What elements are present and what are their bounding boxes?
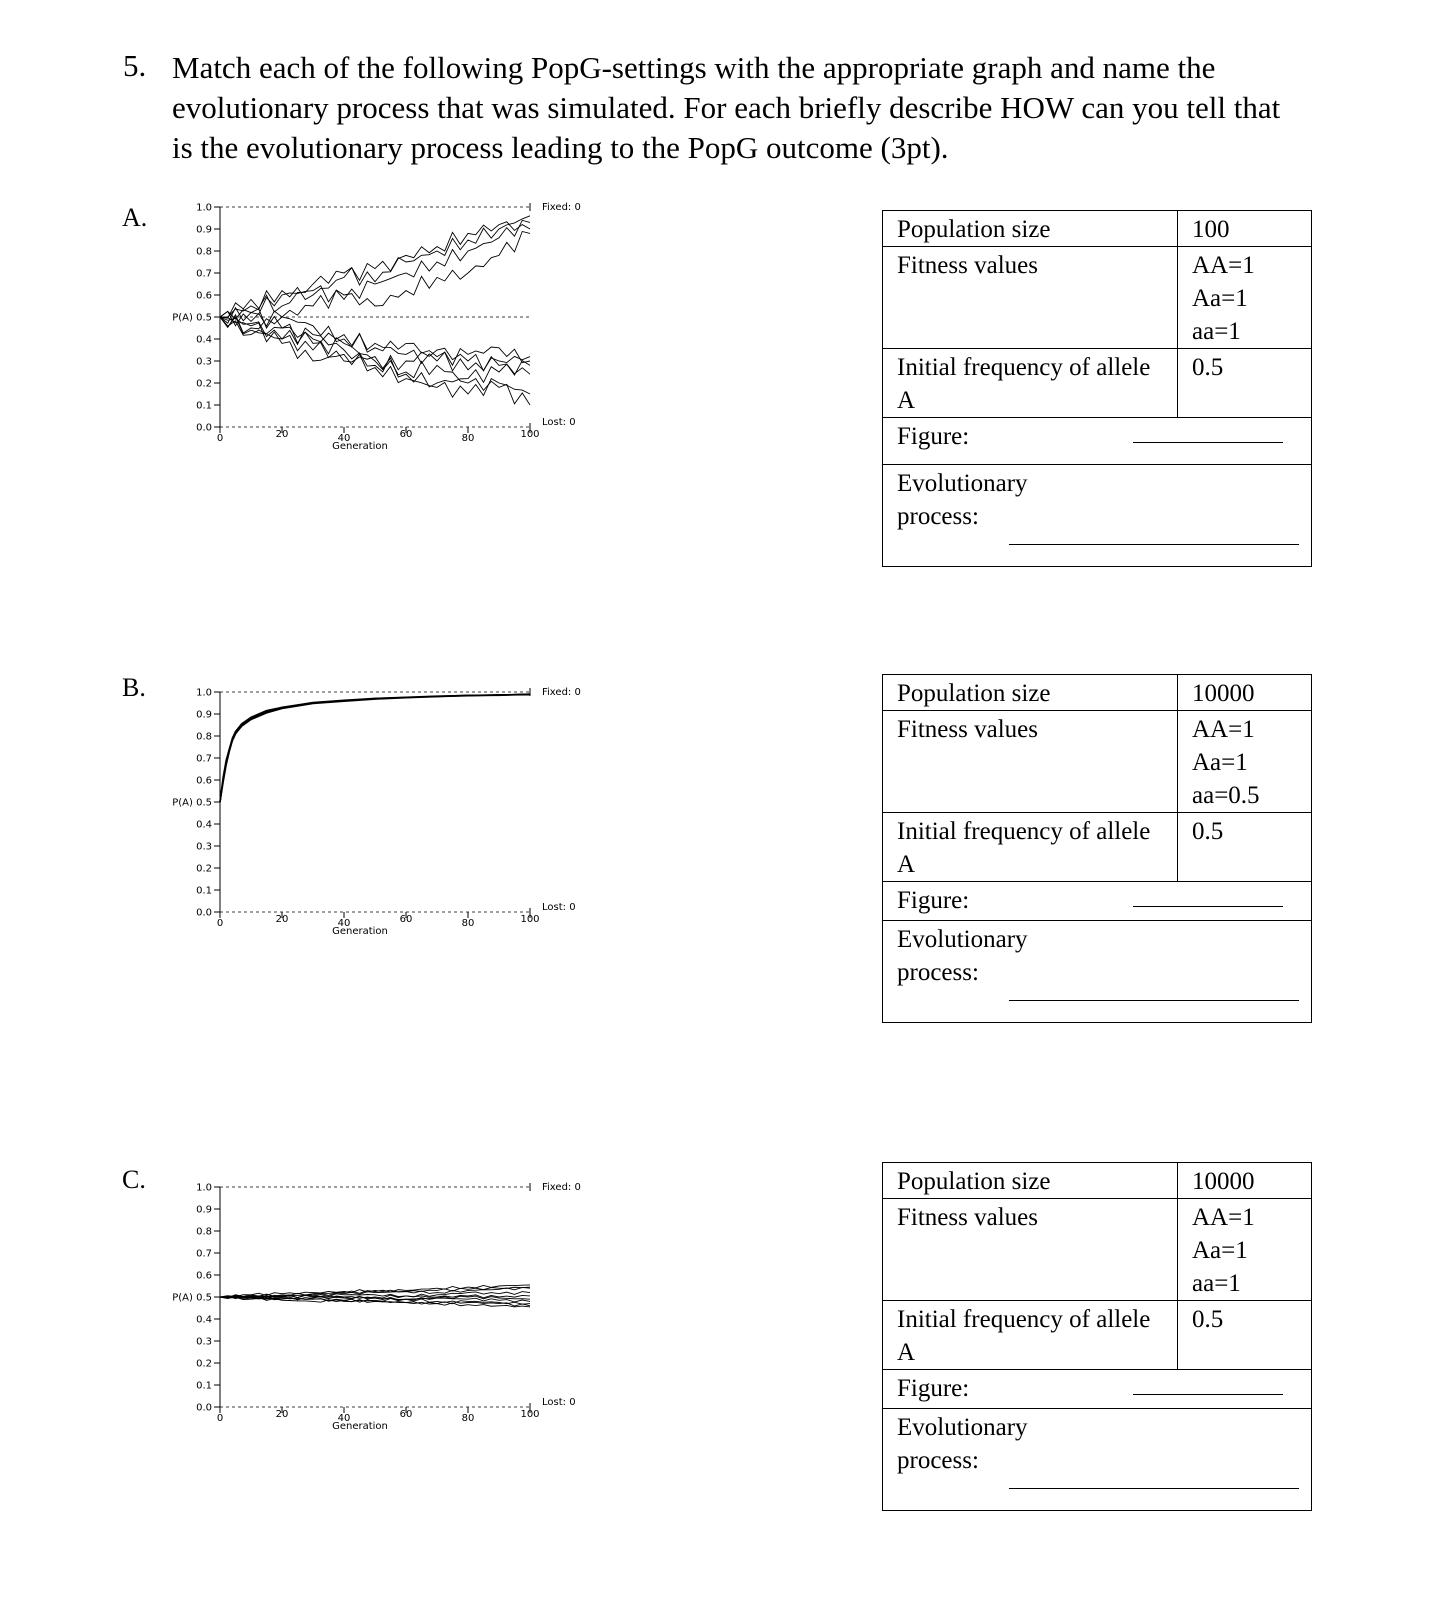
figure-label: Figure: xyxy=(897,887,970,914)
figure-row xyxy=(883,882,1312,921)
process-label: Evolutionary process: xyxy=(897,1414,1028,1474)
x-tick-label: 60 xyxy=(399,429,413,440)
x-tick-label: 100 xyxy=(520,1409,540,1420)
fitness-heterozygote: Aa=1 xyxy=(1192,285,1248,312)
fitness-values xyxy=(1178,711,1312,813)
process-row xyxy=(883,465,1312,567)
y-tick-label: 1.0 xyxy=(196,687,212,699)
settings-table-a xyxy=(882,210,1312,567)
process-row xyxy=(883,1409,1312,1511)
fitness-heterozygote: Aa=1 xyxy=(1192,1237,1248,1264)
section-label-a: A. xyxy=(122,203,148,232)
x-axis-label: Generation xyxy=(332,926,388,937)
series-line xyxy=(220,220,530,323)
section-label-c: C. xyxy=(122,1165,146,1194)
initial-frequency-value: 0.5 xyxy=(1178,349,1312,418)
y-tick-label: 1.0 xyxy=(196,1182,212,1194)
y-tick-label: 0.2 xyxy=(196,378,212,390)
y-tick-label: 0.8 xyxy=(196,731,212,743)
y-tick-label: 0.1 xyxy=(196,1380,212,1392)
fixed-count-label: Fixed: 0 xyxy=(542,202,581,213)
lost-count-label: Lost: 0 xyxy=(542,902,576,913)
process-answer-blank[interactable] xyxy=(1009,522,1299,545)
fitness-aa-recessive: aa=1 xyxy=(1192,1270,1241,1297)
y-tick-label: 0.8 xyxy=(196,1226,212,1238)
y-tick-label: 0.6 xyxy=(196,290,212,302)
y-tick-label: 0.1 xyxy=(196,400,212,412)
population-size-value: 100 xyxy=(1178,211,1312,247)
figure-label: Figure: xyxy=(897,423,970,450)
figure-answer-blank[interactable] xyxy=(1133,1372,1283,1395)
fitness-values xyxy=(1178,1199,1312,1301)
series-line xyxy=(220,695,530,802)
x-tick-label: 40 xyxy=(337,918,351,929)
x-tick-label: 0 xyxy=(216,918,224,929)
fitness-label: Fitness values xyxy=(883,247,1178,349)
y-tick-label: P(A) 0.5 xyxy=(172,1292,212,1304)
chart-svg xyxy=(150,1175,590,1435)
fitness-heterozygote: Aa=1 xyxy=(1192,749,1248,776)
y-tick-label: 0.3 xyxy=(196,1336,212,1348)
y-tick-label: 1.0 xyxy=(196,202,212,214)
fitness-aa-dominant: AA=1 xyxy=(1192,716,1255,743)
chart-a xyxy=(150,195,590,455)
settings-table-c xyxy=(882,1162,1312,1511)
chart-b xyxy=(150,680,590,940)
process-answer-blank[interactable] xyxy=(1009,978,1299,1001)
y-tick-label: 0.3 xyxy=(196,841,212,853)
x-tick-label: 40 xyxy=(337,433,351,444)
y-tick-label: 0.2 xyxy=(196,1358,212,1370)
x-tick-label: 0 xyxy=(216,433,224,444)
series-line xyxy=(220,1287,530,1297)
y-tick-label: 0.8 xyxy=(196,246,212,258)
fitness-values xyxy=(1178,247,1312,349)
population-size-value: 10000 xyxy=(1178,675,1312,711)
y-tick-label: 0.9 xyxy=(196,224,212,236)
x-tick-label: 0 xyxy=(216,1413,224,1424)
y-tick-label: 0.6 xyxy=(196,775,212,787)
x-tick-label: 20 xyxy=(275,429,289,440)
x-tick-label: 60 xyxy=(399,914,413,925)
y-tick-label: 0.1 xyxy=(196,885,212,897)
figure-row xyxy=(883,418,1312,465)
y-tick-label: 0.7 xyxy=(196,1248,212,1260)
chart-svg xyxy=(150,195,590,455)
x-tick-label: 80 xyxy=(461,918,475,929)
y-tick-label: 0.6 xyxy=(196,1270,212,1282)
y-tick-label: 0.2 xyxy=(196,863,212,875)
figure-answer-blank[interactable] xyxy=(1133,420,1283,443)
y-tick-label: 0.7 xyxy=(196,268,212,280)
population-size-label: Population size xyxy=(883,211,1178,247)
population-size-label: Population size xyxy=(883,675,1178,711)
section-label-b: B. xyxy=(122,673,146,702)
series-line xyxy=(220,222,530,318)
x-tick-label: 20 xyxy=(275,914,289,925)
fitness-label: Fitness values xyxy=(883,1199,1178,1301)
initial-frequency-value: 0.5 xyxy=(1178,813,1312,882)
y-tick-label: 0.9 xyxy=(196,1204,212,1216)
x-tick-label: 100 xyxy=(520,914,540,925)
process-label: Evolutionary process: xyxy=(897,926,1028,986)
y-tick-label: 0.4 xyxy=(196,334,212,346)
chart-svg xyxy=(150,680,590,940)
fixed-count-label: Fixed: 0 xyxy=(542,687,581,698)
y-tick-label: 0.7 xyxy=(196,753,212,765)
y-tick-label: 0.0 xyxy=(196,907,212,919)
figure-row xyxy=(883,1370,1312,1409)
y-tick-label: P(A) 0.5 xyxy=(172,312,212,324)
y-tick-label: 0.0 xyxy=(196,1402,212,1414)
figure-label: Figure: xyxy=(897,1375,970,1402)
settings-table-b xyxy=(882,674,1312,1023)
lost-count-label: Lost: 0 xyxy=(542,417,576,428)
question-text: Match each of the following PopG-settings with the appropriate graph and name the evolutionary process that was simulated. For each briefly describe HOW can you tell that is the evolutionary process leading to the PopG outcome (3pt). xyxy=(172,50,1281,165)
y-tick-label: 0.3 xyxy=(196,356,212,368)
population-size-value: 10000 xyxy=(1178,1163,1312,1199)
x-axis-label: Generation xyxy=(332,1421,388,1432)
y-tick-label: 0.0 xyxy=(196,422,212,434)
series-line xyxy=(220,317,530,405)
y-tick-label: 0.4 xyxy=(196,819,212,831)
y-tick-label: 0.4 xyxy=(196,1314,212,1326)
chart-c xyxy=(150,1175,590,1435)
x-tick-label: 20 xyxy=(275,1409,289,1420)
fitness-aa-dominant: AA=1 xyxy=(1192,252,1255,279)
question-number: 5. xyxy=(123,48,147,83)
figure-answer-blank[interactable] xyxy=(1133,884,1283,907)
fitness-aa-recessive: aa=0.5 xyxy=(1192,782,1260,809)
x-tick-label: 100 xyxy=(520,429,540,440)
x-tick-label: 80 xyxy=(461,1413,475,1424)
process-row xyxy=(883,921,1312,1023)
x-tick-label: 40 xyxy=(337,1413,351,1424)
lost-count-label: Lost: 0 xyxy=(542,1397,576,1408)
y-tick-label: P(A) 0.5 xyxy=(172,797,212,809)
process-answer-blank[interactable] xyxy=(1009,1466,1299,1489)
x-tick-label: 80 xyxy=(461,433,475,444)
fitness-label: Fitness values xyxy=(883,711,1178,813)
initial-frequency-label: Initial frequency of allele A xyxy=(883,813,1178,882)
process-label: Evolutionary process: xyxy=(897,470,1028,530)
x-tick-label: 60 xyxy=(399,1409,413,1420)
fitness-aa-dominant: AA=1 xyxy=(1192,1204,1255,1231)
initial-frequency-label: Initial frequency of allele A xyxy=(883,349,1178,418)
y-tick-label: 0.9 xyxy=(196,709,212,721)
population-size-label: Population size xyxy=(883,1163,1178,1199)
initial-frequency-value: 0.5 xyxy=(1178,1301,1312,1370)
initial-frequency-label: Initial frequency of allele A xyxy=(883,1301,1178,1370)
x-axis-label: Generation xyxy=(332,441,388,452)
fixed-count-label: Fixed: 0 xyxy=(542,1182,581,1193)
fitness-aa-recessive: aa=1 xyxy=(1192,318,1241,345)
